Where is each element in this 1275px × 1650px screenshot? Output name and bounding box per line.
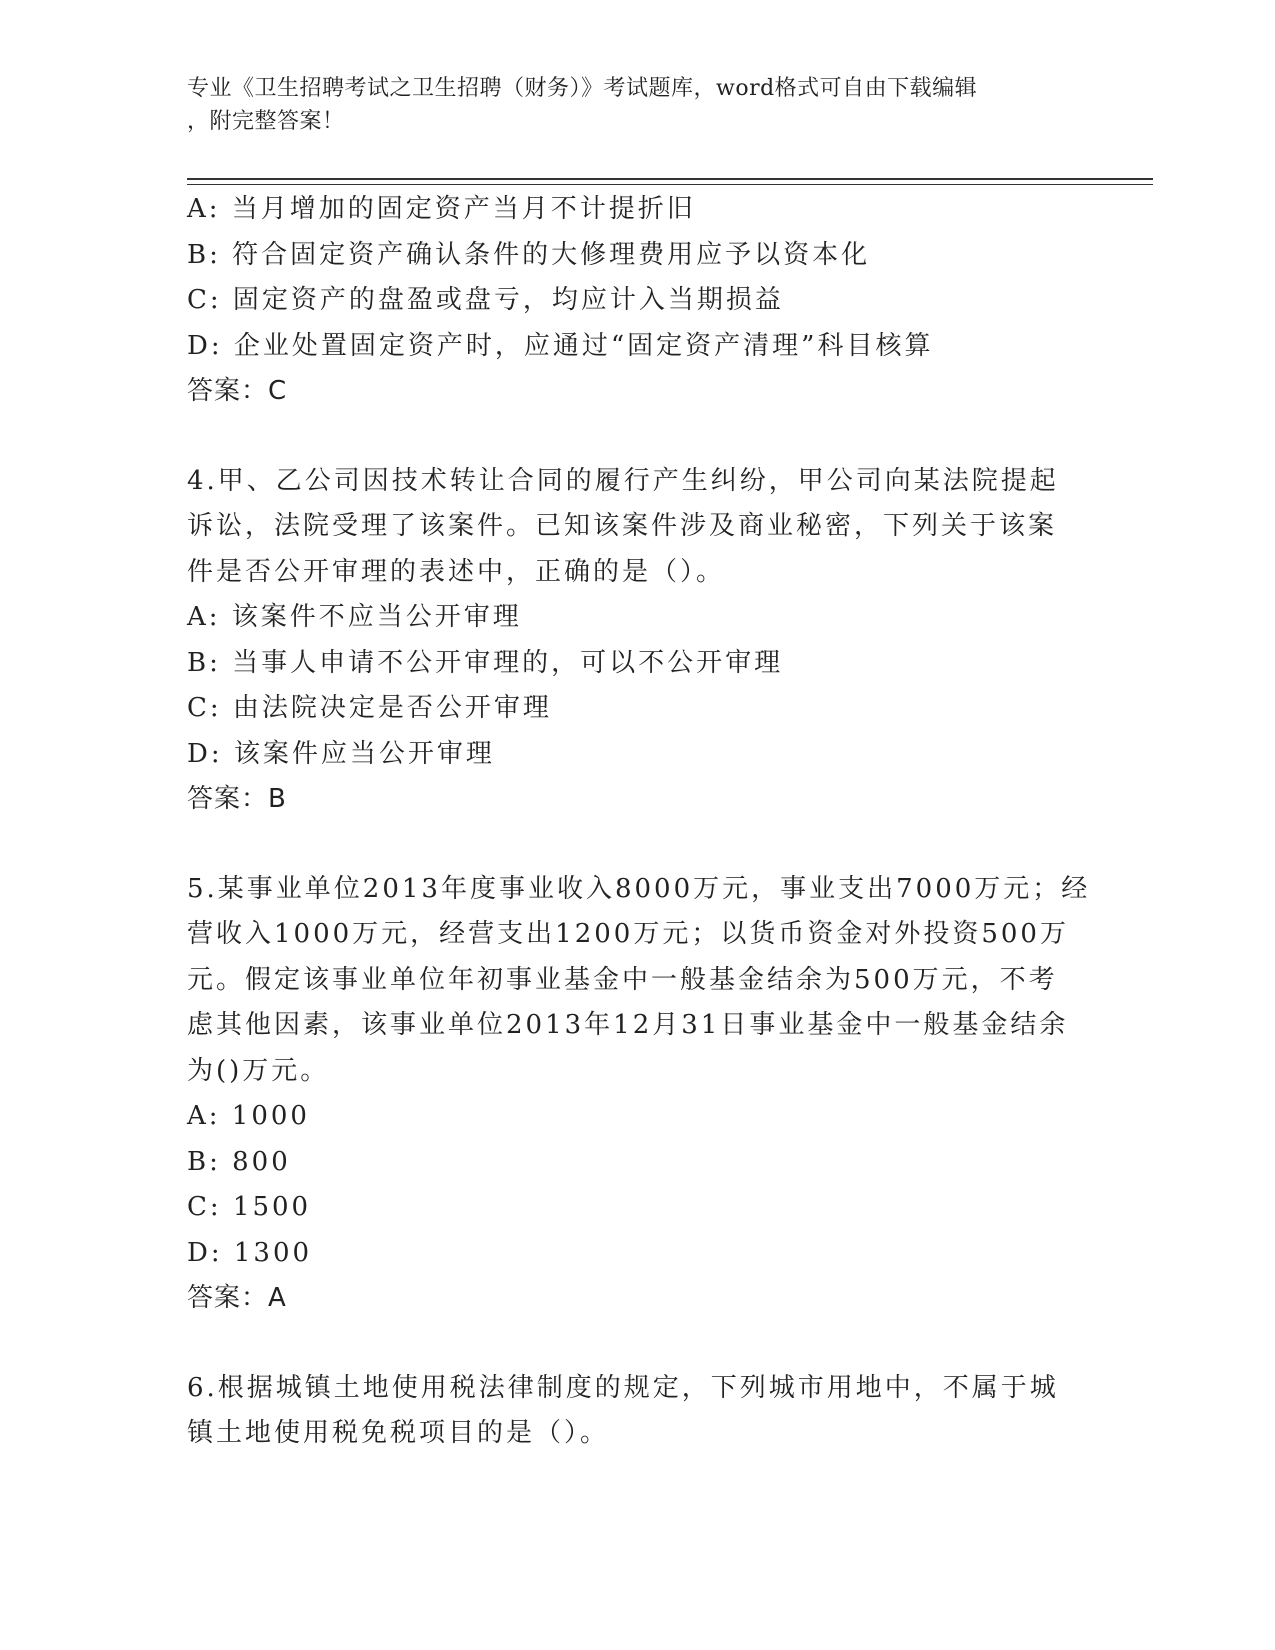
option-a: A: 当月增加的固定资产当月不计提折旧 [187,194,696,224]
option-b: B: 符合固定资产确认条件的大修理费用应予以资本化 [187,239,871,270]
question-5 [187,867,1091,1322]
header-line-1: 专业《卫生招聘考试之卫生招聘（财务）》考试题库，word格式可自由下载编辑 [187,76,978,101]
question-stem-line: 4.甲、乙公司因技术转让合同的履行产生纠纷，甲公司向某法院提起 [187,465,1059,496]
option-b: B: 当事人申请不公开审理的，可以不公开审理 [187,647,784,678]
question-stem-line: 诉讼，法院受理了该案件。已知该案件涉及商业秘密，下列关于该案 [187,511,1058,541]
option-a: A: 该案件不应当公开审理 [187,602,522,632]
question-stem-line: 5.某事业单位2013年度事业收入8000万元，事业支出7000万元；经 [187,873,1091,904]
option-d: D: 1300 [187,1237,313,1268]
option-a: A: 1000 [187,1101,310,1131]
question-stem-line: 件是否公开审理的表述中，正确的是（）。 [187,556,726,587]
spacer [187,415,1087,459]
option-c: C: 1500 [187,1192,312,1222]
question-stem-line: 虑其他因素，该事业单位2013年12月31日事业基金中一般基金结余 [187,1010,1069,1040]
option-c: C: 由法院决定是否公开审理 [187,693,552,723]
question-3 [187,187,1087,415]
spacer [187,823,1087,867]
header-line-2: ，附完整答案！ [187,109,345,134]
question-stem-line: 6.根据城镇土地使用税法律制度的规定，下列城市用地中，不属于城 [187,1372,1059,1403]
question-stem-line: 营收入1000万元，经营支出1200万元；以货币资金对外投资500万 [187,919,1069,949]
question-4 [187,459,1087,823]
question-stem-line: 元。假定该事业单位年初事业基金中一般基金结余为500万元，不考 [187,964,1058,995]
question-stem-line: 为()万元。 [187,1055,330,1086]
header-divider-thin [187,184,1153,185]
document-body [187,187,1091,1457]
option-d: D: 企业处置固定资产时，应通过“固定资产清理”科目核算 [187,330,934,361]
header-divider-thick [187,178,1153,180]
option-c: C: 固定资产的盘盈或盘亏，均应计入当期损益 [187,285,784,315]
option-d: D: 该案件应当公开审理 [187,738,495,769]
question-stem-line: 镇土地使用税免税项目的是（）。 [187,1418,610,1448]
answer: 答案：C [187,376,288,406]
question-6 [187,1366,1087,1457]
answer: 答案：A [187,1283,287,1313]
option-b: B: 800 [187,1146,291,1177]
answer: 答案：B [187,784,287,814]
spacer [187,1322,1087,1366]
document-header [187,72,1067,138]
